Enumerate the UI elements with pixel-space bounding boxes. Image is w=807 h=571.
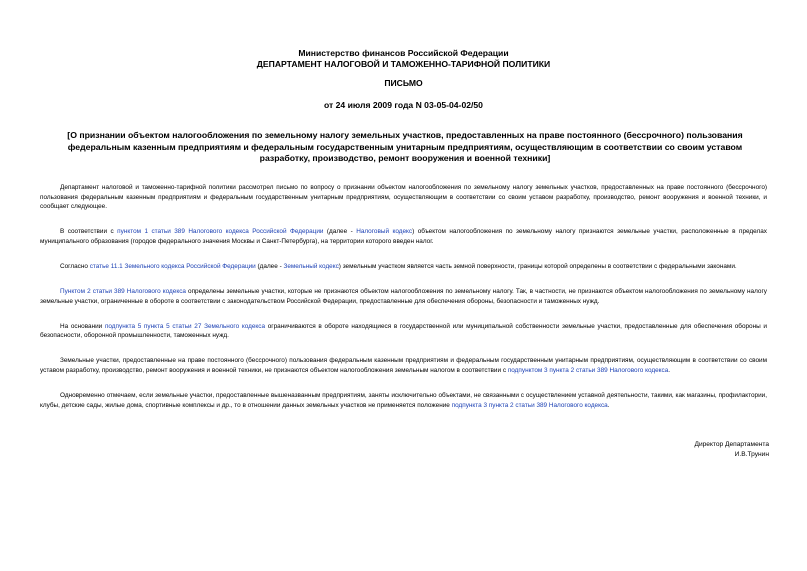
paragraph-text: . — [668, 367, 671, 375]
paragraph-text: (далее - — [255, 262, 284, 270]
ministry-name: Министерство финансов Российской Федерации — [298, 48, 509, 58]
paragraph-1: Департамент налоговой и таможенно-тарифной политики рассмотрел письмо по вопросу о признании объектом налогообложения по земельному налогу земельных участков, предоставленных на праве постоянного (бессрочного) пользования федеральным казенным предприятиям и федеральным государственным унитарным предприятиям, осуществляющим в соответствии со своим уставом разработку, производство, ремонт вооружения и военной техники, и сообщает следующее. — [40, 184, 767, 211]
paragraph-text: ) земельным участком является часть земной поверхности, границы которой определены в соответствии с федеральными законами. — [338, 262, 737, 270]
link-tax-code-art389-p2[interactable]: Пунктом 2 статьи 389 Налогового кодекса — [60, 288, 186, 296]
paragraph-text: Одновременно отмечаем, если земельные участки, предоставленные вышеназванным предприятиям, заняты исключительно объектами, не связанными с осуществлением уставной деятельности, такими, как магазины, профилактории, клубы, детские сады, жилые дома, спортивные комплексы и др., то в отношении данных земельных участков не применяется положение — [40, 392, 767, 409]
paragraph-text: ) объектом налогообложения по земельному налогу признаются земельные участки, расположенные в пределах муниципального образования (городов федерального значения Москвы и Санкт-Петербурга), на территории которого введен налог. — [40, 228, 767, 245]
paragraph-5 — [40, 322, 767, 341]
department-name: ДЕПАРТАМЕНТ НАЛОГОВОЙ И ТАМОЖЕННО-ТАРИФНОЙ ПОЛИТИКИ — [256, 58, 551, 69]
link-land-code-art11-1[interactable]: статье 11.1 Земельного кодекса Российской Федерации — [89, 262, 256, 270]
paragraph-text: В соответствии с — [60, 228, 118, 236]
document-date: от 24 июля 2009 года N 03-05-04-02/50 — [324, 100, 483, 110]
link-tax-code-art389-p1[interactable]: пунктом 1 статьи 389 Налогового кодекса Российской Федерации — [117, 228, 324, 236]
document-body — [40, 183, 767, 426]
document-type: ПИСЬМО — [384, 78, 423, 88]
paragraph-text: ограничиваются в обороте находящиеся в государственной или муниципальной собственности земельные участки, предоставленные для обеспечения обороны и безопасности, оборонной промышленности, таможенных нужд. — [40, 322, 767, 340]
signatory-name: И.В.Трунин — [734, 451, 769, 459]
paragraph-3 — [40, 262, 767, 272]
link-land-code[interactable]: Земельный кодекс — [283, 262, 339, 270]
paragraph-text: На основании — [60, 322, 105, 330]
paragraph-text: Земельные участки, предоставленные на праве постоянного (бессрочного) пользования федеральным казенным предприятиям и федеральным государственным унитарным предприятиям, осуществляющим в соответствии со своим уставом разработку, производство, ремонт вооружения и военной техники, не признаются объектом налогообложения земельным налогом в соответствии с — [40, 357, 767, 375]
paragraph-text: Согласно — [60, 262, 90, 270]
link-tax-code-art389-p2-sp3[interactable]: подпунктом 3 пункта 2 статьи 389 Налогового кодекса — [507, 367, 669, 375]
paragraph-text: . — [607, 401, 610, 409]
document-title: [О признании объектом налогообложения по земельному налогу земельных участков, предоставленных на праве постоянного (бессрочного) пользования федеральным казенным предприятиям и федеральным государственным унитарным предприятиям, осуществляющим в соответствии со своим уставом разработку, производство, ремонт вооружения и военной техники] — [67, 130, 743, 163]
link-land-code-art27[interactable]: подпункта 5 пункта 5 статьи 27 Земельного кодекса — [104, 322, 266, 330]
paragraph-6 — [40, 356, 767, 375]
link-tax-code-art389-p2-sp3[interactable]: подпункта 3 пункта 2 статьи 389 Налогового кодекса — [451, 401, 608, 409]
paragraph-text: определены земельные участки, которые не признаются объектом налогообложения по земельному налогу. Так, в частности, не признаются объектом налогообложения по земельному налогу земельные участки, ограниченные в обороте в соответствии с законодательством Российской Федерации, предоставленные для обеспечения обороны, безопасности и таможенных нужд. — [40, 288, 767, 305]
paragraph-2 — [40, 227, 767, 246]
paragraph-4 — [40, 287, 767, 306]
signatory-position: Директор Департамента — [694, 441, 769, 448]
paragraph-text: (далее - — [323, 228, 357, 236]
paragraph-7 — [40, 391, 767, 410]
document-header — [100, 48, 707, 69]
signature-block — [694, 440, 769, 461]
link-tax-code[interactable]: Налоговый кодекс — [356, 228, 413, 236]
